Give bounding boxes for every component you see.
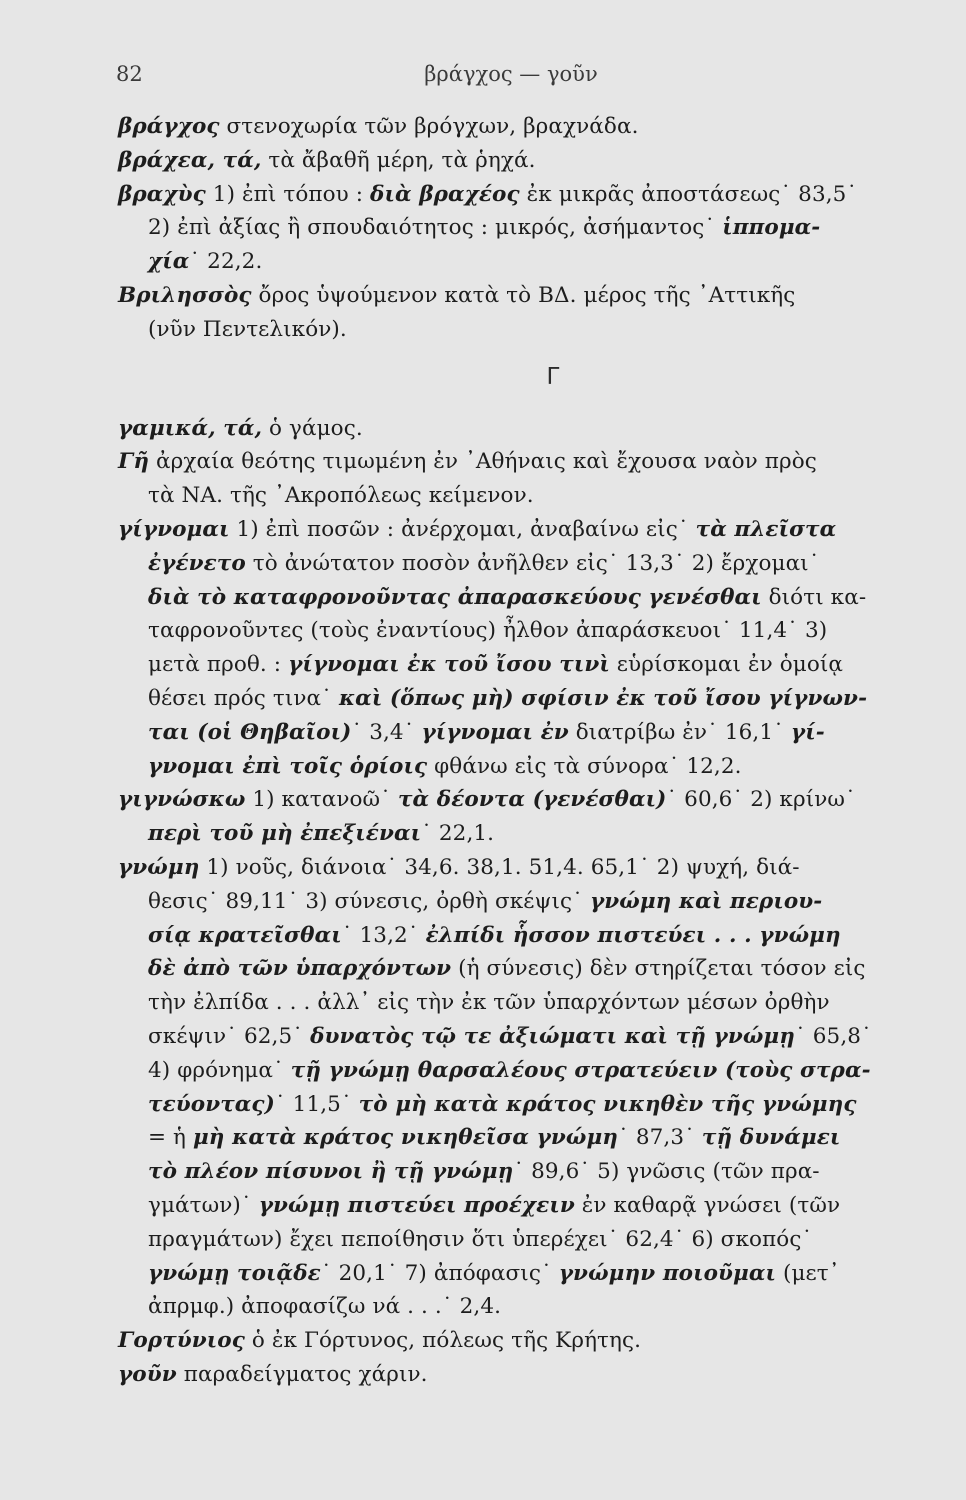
quoted-phrase: γνώμῃ τοιᾷδε xyxy=(148,1260,321,1286)
definition-text: ἐκ μικρᾶς ἀποστάσεως˙ 83,5˙ xyxy=(519,181,858,207)
definition-text: σκέψιν˙ 62,5˙ xyxy=(148,1023,311,1049)
entry-line xyxy=(118,614,938,648)
quoted-phrase: γίγνομαι ἐκ τοῦ ἴσου τινὶ xyxy=(288,652,610,678)
quoted-phrase: σίᾳ κρατεῖσθαι xyxy=(148,922,342,948)
entry-line xyxy=(118,110,938,144)
quoted-phrase: διὰ τὸ καταφρονοῦντας ἀπαρασκεύους γενέσθαι xyxy=(148,584,762,610)
glossary-entry xyxy=(118,412,938,446)
definition-text: διατρίβω ἐν˙ 16,1˙ xyxy=(568,719,791,745)
glossary-entry xyxy=(118,851,938,1324)
definition-text: ˙ 22,1. xyxy=(421,821,495,847)
definition-text: (ἡ σύνεσις) δὲν στηρίζεται τόσον εἰς xyxy=(451,956,866,982)
quoted-phrase: δὲ ἀπὸ τῶν ὑπαρχόντων xyxy=(148,956,452,982)
definition-text: στενοχωρία τῶν βρόγχων, βραχνάδα. xyxy=(219,114,639,139)
definition-text: = ἡ xyxy=(148,1125,193,1151)
entry-line xyxy=(118,1290,938,1324)
entry-line xyxy=(118,1088,938,1122)
entry-line xyxy=(118,716,938,750)
headword: γίγνομαι xyxy=(118,516,230,542)
page-header xyxy=(116,62,906,92)
glossary-entry xyxy=(118,1324,938,1358)
entry-line xyxy=(118,547,938,581)
definition-text: 1) νοῦς, διάνοια˙ 34,6. 38,1. 51,4. 65,1˙ 2) ψυχή, διά- xyxy=(199,854,800,880)
entry-line xyxy=(118,1189,938,1223)
definition-text: φθάνω εἰς τὰ σύνορα˙ 12,2. xyxy=(427,753,742,779)
entry-line xyxy=(118,885,938,919)
entry-line xyxy=(118,919,938,953)
definition-text: (μετ᾿ xyxy=(776,1260,840,1286)
entries-after-section xyxy=(118,412,938,1392)
headword: Βριλησσὸς xyxy=(118,282,252,308)
entry-line xyxy=(118,1324,938,1358)
entry-line xyxy=(118,178,938,212)
running-head: βράγχος — γοῦν xyxy=(424,62,598,86)
entry-line xyxy=(118,1054,938,1088)
quoted-phrase: τὸ πλέον πίσυνοι ἢ τῇ γνώμῃ xyxy=(148,1159,514,1185)
quoted-phrase: γνομαι ἐπὶ τοῖς ὁρίοις xyxy=(148,753,428,779)
entries-before-section xyxy=(118,110,938,347)
definition-text: εὑρίσκομαι ἐν ὁμοίᾳ xyxy=(609,652,844,678)
glossary-entry xyxy=(118,144,938,178)
entry-line xyxy=(118,313,938,347)
definition-text: θεσις˙ 89,11˙ 3) σύνεσις, ὀρθὴ σκέψις˙ xyxy=(148,888,590,914)
definition-text: 2) ἐπὶ ἀξίας ἢ σπουδαιότητος : μικρός, ἀσήμαντος˙ xyxy=(148,215,723,241)
definition-text: ταφρονοῦντες (τοὺς ἐναντίους) ἦλθον ἀπαράσκευοι˙ 11,4˙ 3) xyxy=(148,618,828,644)
page-number: 82 xyxy=(116,62,143,86)
headword: Γῆ xyxy=(118,449,150,475)
definition-text: ˙ 87,3˙ xyxy=(618,1125,702,1151)
definition-text: 4) φρόνημα˙ xyxy=(148,1057,291,1083)
definition-text: τὸ ἀνώτατον ποσὸν ἀνῆλθεν εἰς˙ 13,3˙ 2) ἔρχομαι˙ xyxy=(245,550,820,576)
definition-text: ˙ 3,4˙ xyxy=(351,719,422,745)
definition-text: διότι κα- xyxy=(761,584,867,610)
headword: βράχεα, τά, xyxy=(118,147,262,173)
entry-line xyxy=(118,851,938,885)
definition-text: ˙ 20,1˙ 7) ἀπόφασις˙ xyxy=(320,1260,559,1286)
definition-text: θέσει πρός τινα˙ xyxy=(148,685,339,711)
glossary-entry xyxy=(118,445,938,513)
section-letter-heading: Γ xyxy=(546,363,560,390)
entry-line xyxy=(118,479,938,513)
glossary-entry xyxy=(118,1358,938,1392)
definition-text: 1) ἐπὶ τόπου : xyxy=(205,181,371,207)
glossary-entry xyxy=(118,783,938,851)
definition-text: ἀπρμφ.) ἀποφασίζω νά . . .˙ 2,4. xyxy=(148,1294,502,1320)
headword: βράγχος xyxy=(118,114,220,139)
entry-line xyxy=(118,952,938,986)
definition-text: ὁ ἐκ Γόρτυνος, πόλεως τῆς Κρήτης. xyxy=(244,1328,642,1354)
headword: γνώμη xyxy=(118,854,200,880)
entry-line xyxy=(118,986,938,1020)
quoted-phrase: ἱππομα- xyxy=(722,215,821,241)
quoted-phrase: τῇ δυνάμει xyxy=(701,1125,841,1151)
entry-line xyxy=(118,682,938,716)
definition-text: πραγμάτων) ἔχει πεποίθησιν ὅτι ὑπερέχει˙ 62,4˙ 6) σκοπός˙ xyxy=(148,1226,813,1252)
definition-text: ˙ 13,2˙ xyxy=(341,922,426,948)
entry-line xyxy=(118,1223,938,1257)
definition-text: (νῦν Πεντελικόν). xyxy=(148,316,347,342)
definition-text: ὁ γάμος. xyxy=(262,415,363,441)
glossary-text xyxy=(118,110,938,1392)
glossary-entry xyxy=(118,513,938,783)
entry-line xyxy=(118,750,938,784)
quoted-phrase: γνώμῃ πιστεύει προέχειν xyxy=(258,1192,575,1218)
quoted-phrase: τὰ πλεῖστα xyxy=(695,516,837,542)
definition-text: ˙ 60,6˙ 2) κρίνω˙ xyxy=(666,787,856,813)
definition-text: ἀρχαία θεότης τιμωμένη ἐν ᾿Αθήναις καὶ ἔχουσα ναὸν πρὸς xyxy=(149,449,817,475)
entry-line xyxy=(118,211,938,245)
entry-line xyxy=(118,783,938,817)
entry-line xyxy=(118,412,938,446)
entry-line xyxy=(118,1257,938,1291)
glossary-entry xyxy=(118,110,938,144)
definition-text: ˙ 22,2. xyxy=(189,249,263,275)
entry-line xyxy=(118,513,938,547)
entry-line xyxy=(118,1358,938,1392)
entry-line xyxy=(118,144,938,178)
entry-line xyxy=(118,445,938,479)
definition-text: ˙ 11,5˙ xyxy=(274,1091,359,1117)
quoted-phrase: τῇ γνώμῃ θαρσαλέους στρατεύειν (τοὺς στρα- xyxy=(290,1057,871,1083)
headword: γαμικά, τά, xyxy=(118,415,263,441)
quoted-phrase: γνώμην ποιοῦμαι xyxy=(558,1260,777,1286)
quoted-phrase: γνώμη καὶ περιου- xyxy=(589,888,823,914)
glossary-entry xyxy=(118,178,938,279)
quoted-phrase: ἐγένετο xyxy=(148,550,246,576)
headword: βραχὺς xyxy=(118,181,206,207)
quoted-phrase: δυνατὸς τῷ τε ἀξιώματι καὶ τῇ γνώμῃ xyxy=(310,1023,795,1049)
definition-text: γμάτων)˙ xyxy=(148,1192,259,1218)
quoted-phrase: γίγνομαι ἐν xyxy=(421,719,569,745)
quoted-phrase: χία xyxy=(148,249,190,275)
definition-text: ὄρος ὑψούμενον κατὰ τὸ ΒΔ. μέρος τῆς ᾿Αττικῆς xyxy=(251,282,796,308)
entry-line xyxy=(118,1155,938,1189)
quoted-phrase: μὴ κατὰ κράτος νικηθεῖσα γνώμη xyxy=(192,1125,619,1151)
entry-line xyxy=(118,279,938,313)
headword: γοῦν xyxy=(118,1361,177,1387)
quoted-phrase: ἐλπίδι ἧσσον πιστεύει . . . γνώμη xyxy=(425,922,841,948)
headword: Γορτύνιος xyxy=(118,1328,245,1354)
quoted-phrase: καὶ (ὅπως μὴ) σφίσιν ἐκ τοῦ ἴσου γίγνων- xyxy=(338,685,868,711)
quoted-phrase: διὰ βραχέος xyxy=(370,181,520,207)
definition-text: τὴν ἐλπίδα . . . ἀλλ᾿ εἰς τὴν ἐκ τῶν ὑπαρχόντων μέσων ὀρθὴν xyxy=(148,990,830,1016)
quoted-phrase: ται (οἱ Θηβαῖοι) xyxy=(148,719,352,745)
quoted-phrase: τεύοντας) xyxy=(148,1091,275,1117)
entry-line xyxy=(118,245,938,279)
quoted-phrase: τὰ δέοντα (γενέσθαι) xyxy=(397,787,667,813)
quoted-phrase: γί- xyxy=(790,719,825,745)
glossary-entry xyxy=(118,279,938,347)
quoted-phrase: τὸ μὴ κατὰ κράτος νικηθὲν τῆς γνώμης xyxy=(358,1091,857,1117)
definition-text: 1) κατανοῶ˙ xyxy=(245,787,398,813)
headword: γιγνώσκω xyxy=(118,787,246,813)
entry-line xyxy=(118,817,938,851)
entry-line xyxy=(118,581,938,615)
definition-text: ˙ 89,6˙ 5) γνῶσις (τῶν πρα- xyxy=(513,1159,820,1185)
entry-line xyxy=(118,1121,938,1155)
definition-text: ˙ 65,8˙ xyxy=(794,1023,872,1049)
definition-text: παραδείγματος χάριν. xyxy=(176,1361,428,1387)
entry-line xyxy=(118,648,938,682)
quoted-phrase: περὶ τοῦ μὴ ἐπεξιέναι xyxy=(148,821,422,847)
definition-text: τὰ ἄβαθῆ μέρη, τὰ ῥηχά. xyxy=(261,147,536,173)
definition-text: 1) ἐπὶ ποσῶν : ἀνέρχομαι, ἀναβαίνω εἰς˙ xyxy=(229,516,696,542)
definition-text: ἐν καθαρᾷ γνώσει (τῶν xyxy=(574,1192,841,1218)
definition-text: τὰ ΝΑ. τῆς ᾿Ακροπόλεως κείμενον. xyxy=(148,483,534,509)
definition-text: μετὰ προθ. : xyxy=(148,652,289,678)
entry-line xyxy=(118,1020,938,1054)
